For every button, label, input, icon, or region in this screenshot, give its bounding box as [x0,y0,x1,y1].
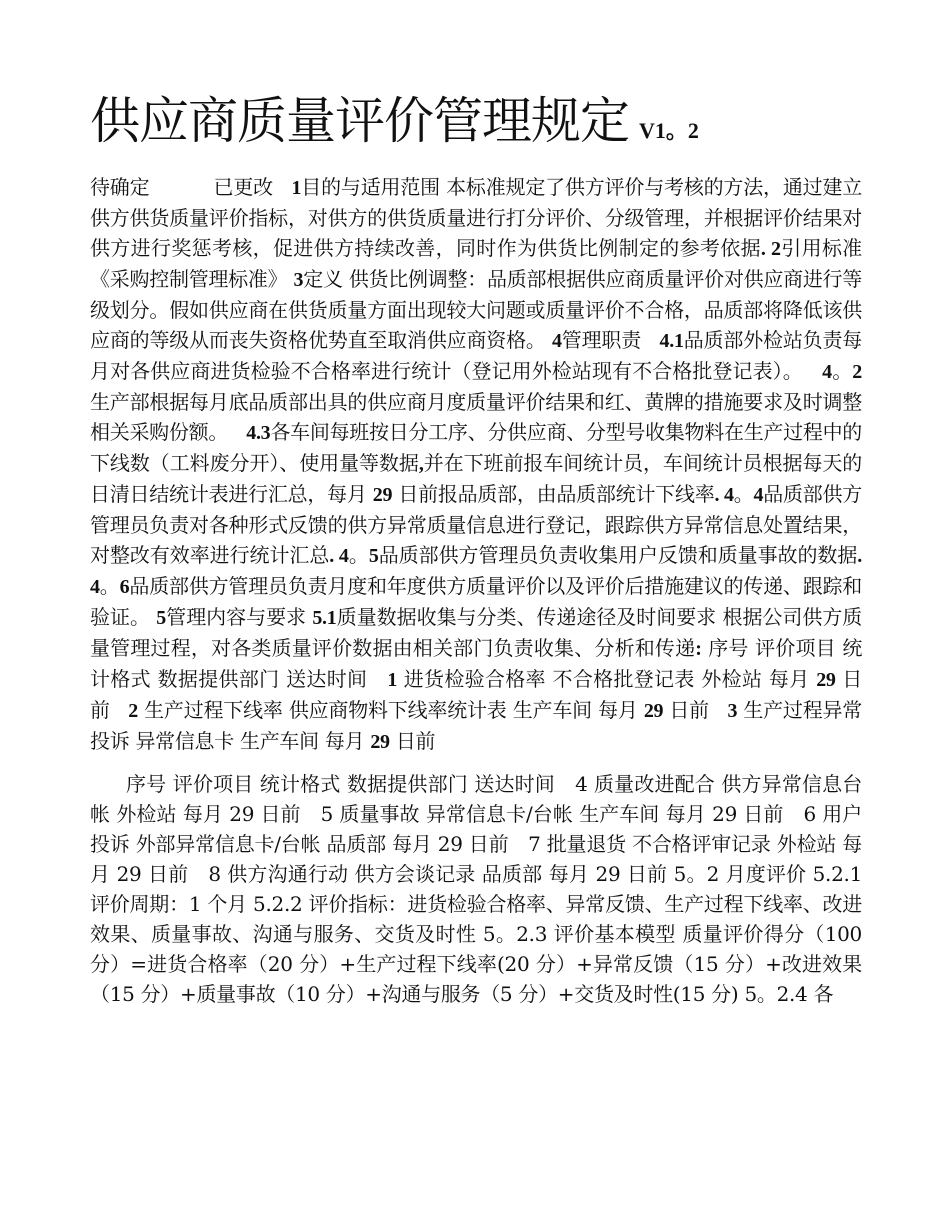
document-version: V1。2 [639,118,699,143]
paragraph-gap [90,757,862,769]
title-line [90,82,862,172]
body-paragraph-1: 待确定 已更改 1目的与适用范围 本标准规定了供方评价与考核的方法，通过建立供方供货质量评价指标，对供方的供货质量进行打分评价、分级管理，并根据评价结果对供方进行奖惩考核，促进供方持续改善，同时作为供货比例制定的参考依据. 2引用标准 《采购控制管理标准》 3定义 供货比例调整：品质部根据供应商质量评价对供应商进行等级划分。假如供应商在供货质量方面出现较大问题或质量评价不合格，品质部将降低该供应商的等级从而丧失资格优势直至取消供应商资格。 4管理职责 4.1品质部外检站负责每月对各供应商进货检验不合格率进行统计（登记用外检站现有不合格批登记表）。 4。2生产部根据每月底品质部出具的供应商月度质量评价结果和红、黄牌的措施要求及时调整相关采购份额。 4.3各车间每班按日分工序、分供应商、分型号收集物料在生产过程中的下线数（工料废分开）、使用量等数据,并在下班前报车间统计员，车间统计员根据每天的日清日结统计表进行汇总，每月 29 日前报品质部，由品质部统计下线率. 4。4品质部供方管理员负责对各种形式反馈的供方异常质量信息进行登记，跟踪供方异常信息处置结果，对整改有效率进行统计汇总. 4。5品质部供方管理员负责收集用户反馈和质量事故的数据. 4。6品质部供方管理员负责月度和年度供方质量评价以及评价后措施建议的传递、跟踪和验证。 5管理内容与要求 5.1质量数据收集与分类、传递途径及时间要求 根据公司供方质量管理过程，对各类质量评价数据由相关部门负责收集、分析和传递: 序号 评价项目 统计格式 数据提供部门 送达时间 1 进货检验合格率 不合格批登记表 外检站 每月 29 日前 2 生产过程下线率 供应商物料下线率统计表 生产车间 每月 29 日前 3 生产过程异常投诉 异常信息卡 生产车间 每月 29 日前 [90,175,863,753]
document-page [90,82,862,1009]
document-title: 供应商质量评价管理规定 [90,92,629,150]
body-paragraph-2: 序号 评价项目 统计格式 数据提供部门 送达时间 4 质量改进配合 供方异常信息台帐 外检站 每月 29 日前 5 质量事故 异常信息卡/台帐 生产车间 每月 29 日前 6 用户投诉 外部异常信息卡/台帐 品质部 每月 29 日前 7 批量退货 不合格评审记录 外检站 每月 29 日前 8 供方沟通行动 供方会谈记录 品质部 每月 29 日前 5。2 月度评价 5.2.1 评价周期：1 个月 5.2.2 评价指标：进货检验合格率、异常反馈、生产过程下线率、改进效果、质量事故、沟通与服务、交货及时性 5。2.3 评价基本模型 质量评价得分（100 分）=进货合格率（20 分）+生产过程下线率(20 分）+异常反馈（15 分）+改进效果（15 分）+质量事故（10 分）+沟通与服务（5 分）+交货及时性(15 分) 5。2.4 各 [90,772,862,1006]
